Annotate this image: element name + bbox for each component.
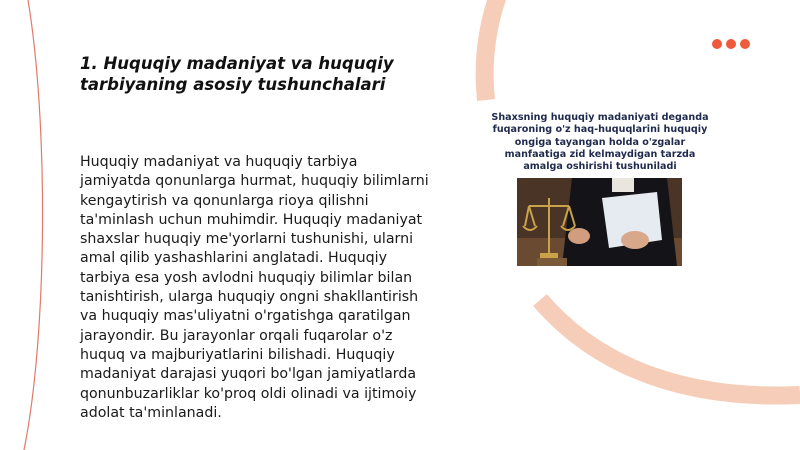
slide-title: 1. Huquqiy madaniyat va huquqiy tarbiyaning asosiy tushunchalari <box>80 54 394 94</box>
dots-decoration-icon <box>712 39 750 49</box>
arc-bottom <box>540 300 800 396</box>
judge-photo <box>517 178 682 266</box>
arc-top <box>485 0 500 100</box>
dot <box>740 39 750 49</box>
hand <box>621 231 649 249</box>
left-curve-line <box>24 0 43 450</box>
image-caption: Shaxsning huquqiy madaniyati deganda fuqaroning o'z haq-huquqlarini huquqiy ongiga tayangan holda o'zgalar manfaatiga zid kelmaydigan tarzda amalga oshirishi tushuniladi <box>491 112 709 173</box>
body-paragraph: Huquqiy madaniyat va huquqiy tarbiya jamiyatda qonunlarga hurmat, huquqiy bilimlarni kengaytirish va qonunlarga rioya qilishni ta'minlash uchun muhimdir. Huquqiy madaniyat shaxslar huquqiy me'yorlarni tushunishi, ularni amal qilib yashashlarini anglatadi. Huquqiy tarbiya esa yosh avlodni huquqiy bilimlar bilan tanishtirish, ularga huquqiy ongni shakllantirish va huquqiy mas'uliyatni o'rgatishga qaratilgan jarayondir. Bu jarayonlar orqali fuqarolar o'z huquq va majburiyatlarini bilishadi. Huquqiy madaniyat darajasi yuqori bo'lgan jamiyatlarda qonunbuzarliklar ko'proq oldi olinadi va ijtimoiy adolat ta'minlanadi. <box>80 154 429 421</box>
dot <box>726 39 736 49</box>
dot <box>712 39 722 49</box>
